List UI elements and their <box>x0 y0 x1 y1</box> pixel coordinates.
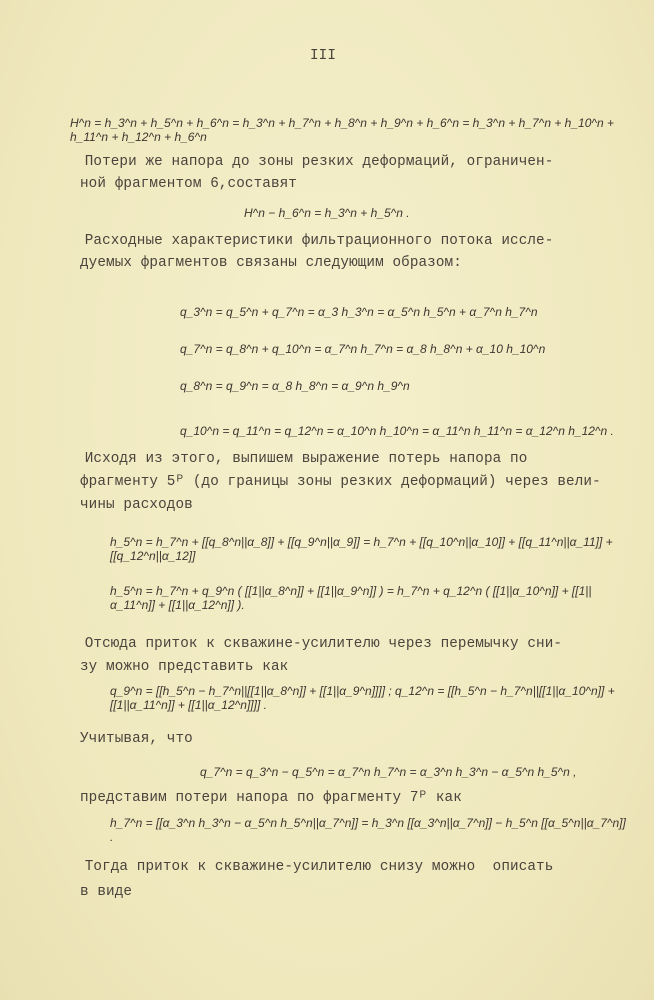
formula-flow-7: q_7^n = q_8^n + q_10^n = α_7^n h_7^n = α_8 h_8^n + α_10 h_10^n <box>180 342 546 356</box>
formula-flow-3: q_3^n = q_5^n + q_7^n = α_3 h_3^n = α_5^n h_5^n + α_7^n h_7^n <box>180 305 538 319</box>
paragraph-line: Исходя из этого, выпишем выражение потерь напора по <box>50 451 528 467</box>
paragraph-line: в виде <box>80 884 133 900</box>
formula-inflow: q_9^n = [[h_5^n − h_7^n||[[1||α_8^n]] + [[1||α_9^n]]]] ; q_12^n = [[h_5^n − h_7^n||[[1||α_10^n]] + [[1||α_11^n]] + [[1||α_12^n]]]] . <box>110 684 615 713</box>
paragraph-line: зу можно представить как <box>80 659 289 675</box>
formula-head-loss-5-expanded: h_5^n = h_7^n + q_9^n ( [[1||α_8^n]] + [[1||α_9^n]] ) = h_7^n + q_12^n ( [[1||α_10^n]] + [[1||α_11^n]] + [[1||α_12^n]] ). <box>110 584 592 613</box>
formula-flow-8: q_8^n = q_9^n = α_8 h_8^n = α_9^n h_9^n <box>180 379 410 393</box>
paragraph-line: ной фрагментом 6,составят <box>80 176 297 192</box>
paragraph-line: фрагменту 5ᴾ (до границы зоны резких деформаций) через вели- <box>80 474 601 490</box>
formula-head-loss: H^n − h_6^n = h_3^n + h_5^n . <box>244 206 410 220</box>
formula-total-head: H^n = h_3^n + h_5^n + h_6^n = h_3^n + h_7^n + h_8^n + h_9^n + h_6^n = h_3^n + h_7^n + h_10^n + h_11^n + h_12^n + h_6^n <box>70 116 615 145</box>
formula-head-loss-7: h_7^n = [[α_3^n h_3^n − α_5^n h_5^n||α_7^n]] = h_3^n [[α_3^n||α_7^n]] − h_5^n [[α_5^n||α_7^n]] . <box>110 816 626 845</box>
paragraph-line: Учитывая, что <box>80 731 193 747</box>
paragraph-line: Тогда приток к скважине-усилителю снизу можно описать <box>50 859 554 875</box>
paragraph-line: представим потери напора по фрагменту 7ᴾ как <box>80 790 462 806</box>
paragraph-line: Расходные характеристики фильтрационного потока иссле- <box>50 233 554 249</box>
paragraph-line: дуемых фрагментов связаны следующим образом: <box>80 255 462 271</box>
formula-head-loss-5: h_5^n = h_7^n + [[q_8^n||α_8]] + [[q_9^n||α_9]] = h_7^n + [[q_10^n||α_10]] + [[q_11^n||α_11]] + [[q_12^n||α_12]] <box>110 535 613 564</box>
formula-flow-7-balance: q_7^n = q_3^n − q_5^n = α_7^n h_7^n = α_3^n h_3^n − α_5^n h_5^n , <box>200 765 577 779</box>
page-number: III <box>310 48 337 64</box>
paragraph-line: чины расходов <box>80 497 193 513</box>
paragraph-line: Отсюда приток к скважине-усилителю через перемычку сни- <box>50 636 563 652</box>
formula-flow-10: q_10^n = q_11^n = q_12^n = α_10^n h_10^n = α_11^n h_11^n = α_12^n h_12^n . <box>180 424 614 438</box>
paragraph-line: Потери же напора до зоны резких деформаций, ограничен- <box>50 154 554 170</box>
